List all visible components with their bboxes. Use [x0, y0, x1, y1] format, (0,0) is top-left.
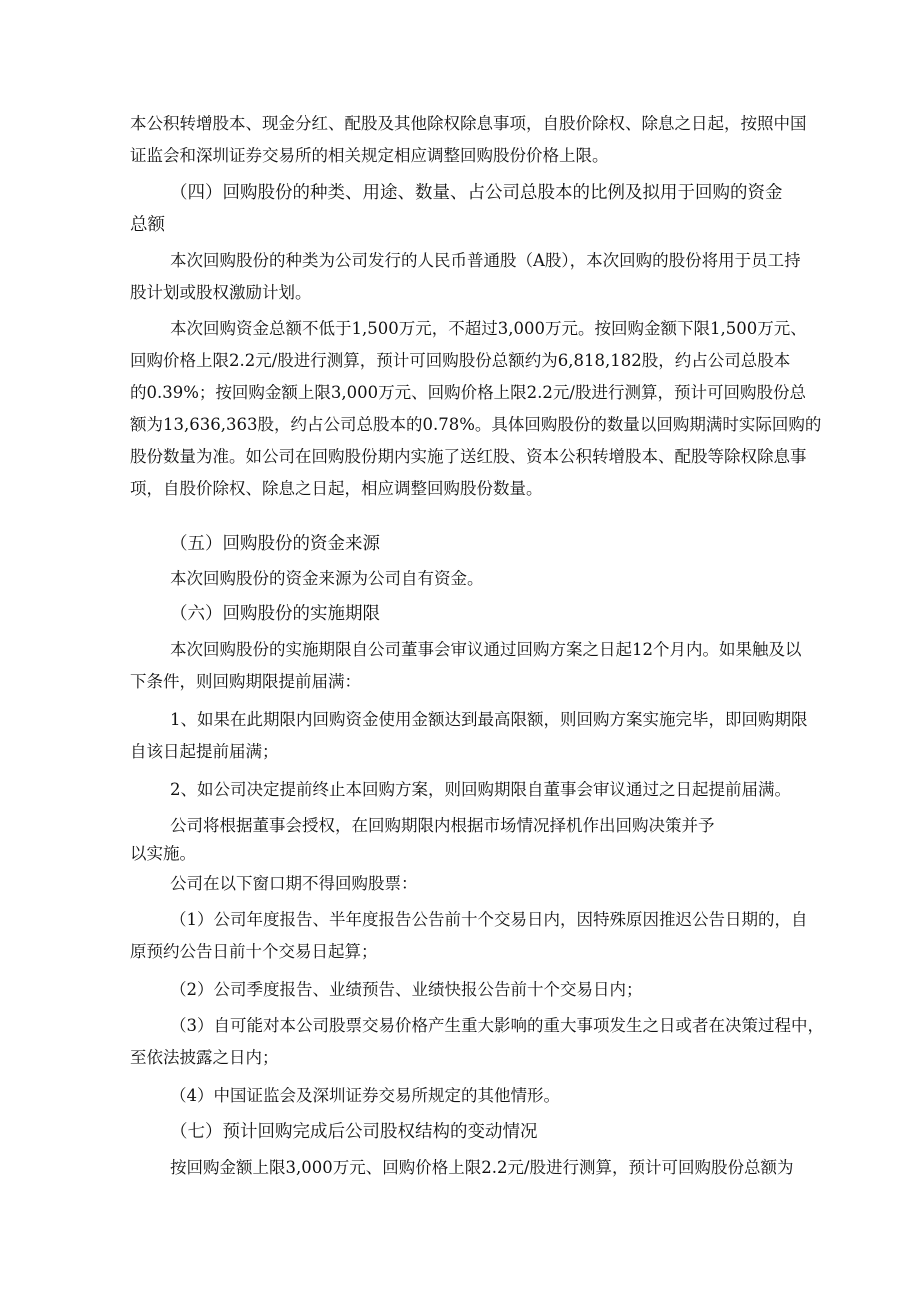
text-line: （五）回购股份的资金来源	[170, 534, 380, 554]
section-heading-four	[130, 177, 830, 241]
text-line: 额为13,636,363股，约占公司总股本的0.78%。具体回购股份的数量以回购期满时实际回购的	[130, 415, 822, 434]
text-line: 按回购金额上限3,000万元、回购价格上限2.2元/股进行测算，预计可回购股份总额为	[170, 1158, 794, 1177]
text-line: 本次回购资金总额不低于1,500万元，不超过3,000万元。按回购金额下限1,500万元、	[170, 319, 807, 338]
text-line: 至依法披露之日内；	[130, 1048, 279, 1067]
text-line: （2）公司季度报告、业绩预告、业绩快报公告前十个交易日内；	[170, 980, 643, 999]
paragraph-window-item-3	[130, 1010, 830, 1074]
paragraph-window-item-4	[130, 1080, 830, 1112]
text-line: 总额	[130, 215, 165, 235]
text-line: 公司在以下窗口期不得回购股票：	[170, 874, 418, 893]
paragraph-structure-estimate	[130, 1152, 830, 1184]
text-line: 股份数量为准。如公司在回购股份期内实施了送红股、资本公积转增股本、配股等除权除息事	[130, 447, 807, 466]
paragraph-fund-amount	[130, 313, 830, 505]
text-line: 原预约公告日前十个交易日起算；	[130, 942, 378, 961]
text-line: 股计划或股权激励计划。	[130, 283, 312, 302]
paragraph-share-type	[130, 245, 830, 309]
text-line: 本次回购股份的实施期限自公司董事会审议通过回购方案之日起12个月内。如果触及以	[170, 640, 802, 659]
text-line: 公司将根据董事会授权，在回购期限内根据市场情况择机作出回购决策并予	[170, 816, 715, 835]
text-line: 本公积转增股本、现金分红、配股及其他除权除息事项，自股价除权、除息之日起，按照中国	[130, 114, 807, 133]
text-line: 本次回购股份的资金来源为公司自有资金。	[170, 569, 484, 588]
paragraph-authorization	[130, 812, 830, 868]
text-line: 证监会和深圳证券交易所的相关规定相应调整回购股份价格上限。	[130, 146, 609, 165]
text-line: 的0.39%；按回购金额上限3,000万元、回购价格上限2.2元/股进行测算，预计可回购股份总	[130, 383, 806, 402]
text-line: 回购价格上限2.2元/股进行测算，预计可回购股份总额约为6,818,182股，约占公司总股本	[130, 351, 791, 370]
paragraph-price-adjustment	[130, 108, 830, 172]
text-line: 以实施。	[130, 844, 196, 863]
text-line: （四）回购股份的种类、用途、数量、占公司总股本的比例及拟用于回购的资金	[170, 183, 783, 203]
text-line: （4）中国证监会及深圳证券交易所规定的其他情形。	[170, 1086, 560, 1105]
section-heading-five	[130, 528, 830, 560]
text-line: （七）预计回购完成后公司股权结构的变动情况	[170, 1122, 538, 1142]
text-line: （六）回购股份的实施期限	[170, 604, 380, 624]
text-line: 项，自股价除权、除息之日起，相应调整回购股份数量。	[130, 479, 543, 498]
paragraph-period	[130, 634, 830, 698]
text-line: 下条件，则回购期限提前届满：	[130, 672, 361, 691]
paragraph-window-item-1	[130, 904, 830, 968]
paragraph-fund-source	[130, 563, 830, 595]
text-line: 1、如果在此期限内回购资金使用金额达到最高限额，则回购方案实施完毕，即回购期限	[170, 710, 808, 729]
text-line: 本次回购股份的种类为公司发行的人民币普通股（A股），本次回购的股份将用于员工持	[170, 251, 801, 270]
text-line: （1）公司年度报告、半年度报告公告前十个交易日内，因特殊原因推迟公告日期的，自	[170, 910, 808, 929]
text-line: 2、如公司决定提前终止本回购方案，则回购期限自董事会审议通过之日起提前届满。	[170, 780, 791, 799]
paragraph-condition-2	[130, 774, 830, 806]
paragraph-condition-1	[130, 704, 830, 768]
text-line: （3）自可能对本公司股票交易价格产生重大影响的重大事项发生之日或者在决策过程中，	[170, 1016, 824, 1035]
section-heading-seven	[130, 1116, 830, 1148]
section-heading-six	[130, 598, 830, 630]
paragraph-window-item-2	[130, 974, 830, 1006]
text-line: 自该日起提前届满；	[130, 742, 279, 761]
paragraph-window-period	[130, 868, 830, 900]
